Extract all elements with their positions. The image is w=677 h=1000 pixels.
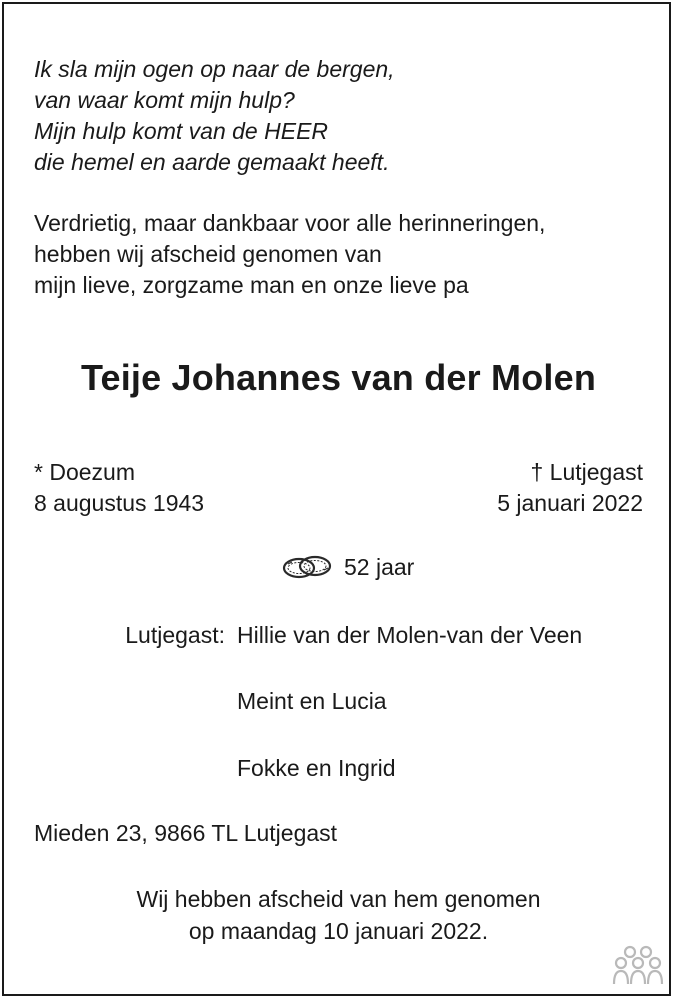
wedding-rings-icon [280, 552, 334, 582]
marriage-duration [280, 550, 414, 584]
intro-line: hebben wij afscheid genomen van [34, 241, 382, 267]
intro-line: mijn lieve, zorgzame man en onze lieve pa [34, 272, 469, 298]
mourner-name: Fokke en Ingrid [237, 755, 396, 781]
closing-line: op maandag 10 januari 2022. [188, 918, 489, 944]
poem-line: van waar komt mijn hulp? [34, 87, 295, 113]
closing-line: Wij hebben afscheid van hem genomen [136, 886, 541, 912]
intro-line: Verdrietig, maar dankbaar voor alle herinneringen, [34, 210, 546, 236]
poem-verse [34, 54, 395, 178]
death-place: † Lutjegast [530, 459, 643, 485]
people-group-logo-icon [612, 944, 664, 986]
family-address: Mieden 23, 9866 TL Lutjegast [34, 820, 338, 846]
poem-line: die hemel en aarde gemaakt heeft. [34, 149, 390, 175]
intro-text [34, 208, 545, 301]
mourner-name: Meint en Lucia [237, 688, 387, 714]
marriage-years: 52 jaar [344, 553, 415, 580]
birth-date: 8 augustus 1943 [34, 490, 205, 516]
deceased-name: Teije Johannes van der Molen [80, 357, 597, 398]
poem-line: Mijn hulp komt van de HEER [34, 118, 329, 144]
death-date: 5 januari 2022 [497, 490, 643, 516]
mourners-place: Lutjegast: [125, 622, 225, 648]
birth-info [34, 457, 204, 519]
death-info [497, 457, 643, 519]
closing-text [0, 883, 677, 947]
birth-place: * Doezum [34, 459, 135, 485]
mourner-name: Hillie van der Molen-van der Veen [237, 622, 583, 648]
poem-line: Ik sla mijn ogen op naar de bergen, [34, 56, 395, 82]
